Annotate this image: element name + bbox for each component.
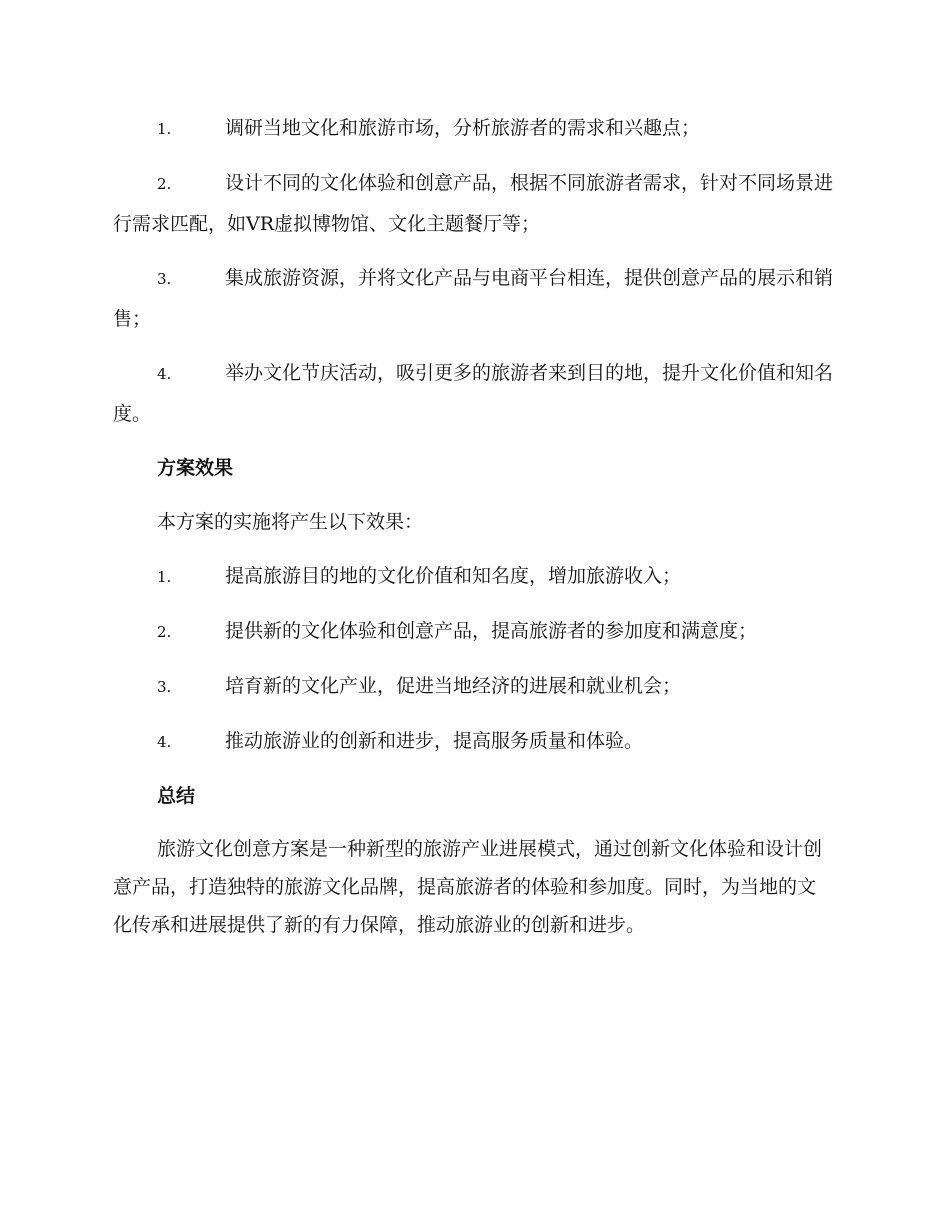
list-number: 3. bbox=[157, 678, 172, 696]
section-heading-effects: 方案效果 bbox=[157, 457, 234, 479]
list-text: 举办文化节庆活动，吸引更多的旅游者来到目的地，提升文化价值和知名度。 bbox=[113, 362, 834, 425]
list-text: 调研当地文化和旅游市场，分析旅游者的需求和兴趣点； bbox=[225, 117, 701, 139]
list-item bbox=[113, 666, 833, 707]
list-number: 1. bbox=[157, 568, 172, 586]
section-heading-summary: 总结 bbox=[157, 785, 196, 807]
list-number: 4. bbox=[157, 365, 172, 383]
list-text: 提供新的文化体验和创意产品，提高旅游者的参加度和满意度； bbox=[225, 620, 758, 642]
list-item bbox=[113, 258, 833, 339]
summary-paragraph: 旅游文化创意方案是一种新型的旅游产业进展模式，通过创新文化体验和设计创意产品，打造独特的旅游文化品牌，提高旅游者的体验和参加度。同时，为当地的文化传承和进展提供了新的有力保障，推动旅游业的创新和进步。 bbox=[113, 838, 823, 936]
list-item bbox=[113, 108, 833, 149]
list-number: 4. bbox=[157, 733, 172, 751]
list-number: 1. bbox=[157, 120, 172, 138]
steps-list bbox=[113, 108, 833, 434]
list-item bbox=[113, 556, 833, 597]
list-item bbox=[113, 721, 833, 762]
effects-intro: 本方案的实施将产生以下效果： bbox=[157, 511, 424, 533]
list-text: 集成旅游资源，并将文化产品与电商平台相连，提供创意产品的展示和销售； bbox=[113, 267, 834, 330]
list-text: 设计不同的文化体验和创意产品，根据不同旅游者需求，针对不同场景进行需求匹配，如VR虚拟博物馆、文化主题餐厅等； bbox=[113, 172, 834, 235]
list-item bbox=[113, 353, 833, 434]
list-item bbox=[113, 163, 833, 244]
list-text: 提高旅游目的地的文化价值和知名度，增加旅游收入； bbox=[225, 565, 682, 587]
list-number: 2. bbox=[157, 623, 172, 641]
list-text: 培育新的文化产业，促进当地经济的进展和就业机会； bbox=[225, 675, 682, 697]
list-number: 2. bbox=[157, 175, 172, 193]
list-text: 推动旅游业的创新和进步，提高服务质量和体验。 bbox=[225, 730, 644, 752]
document-body bbox=[113, 108, 833, 958]
list-item bbox=[113, 611, 833, 652]
list-number: 3. bbox=[157, 270, 172, 288]
effects-list bbox=[113, 556, 833, 762]
